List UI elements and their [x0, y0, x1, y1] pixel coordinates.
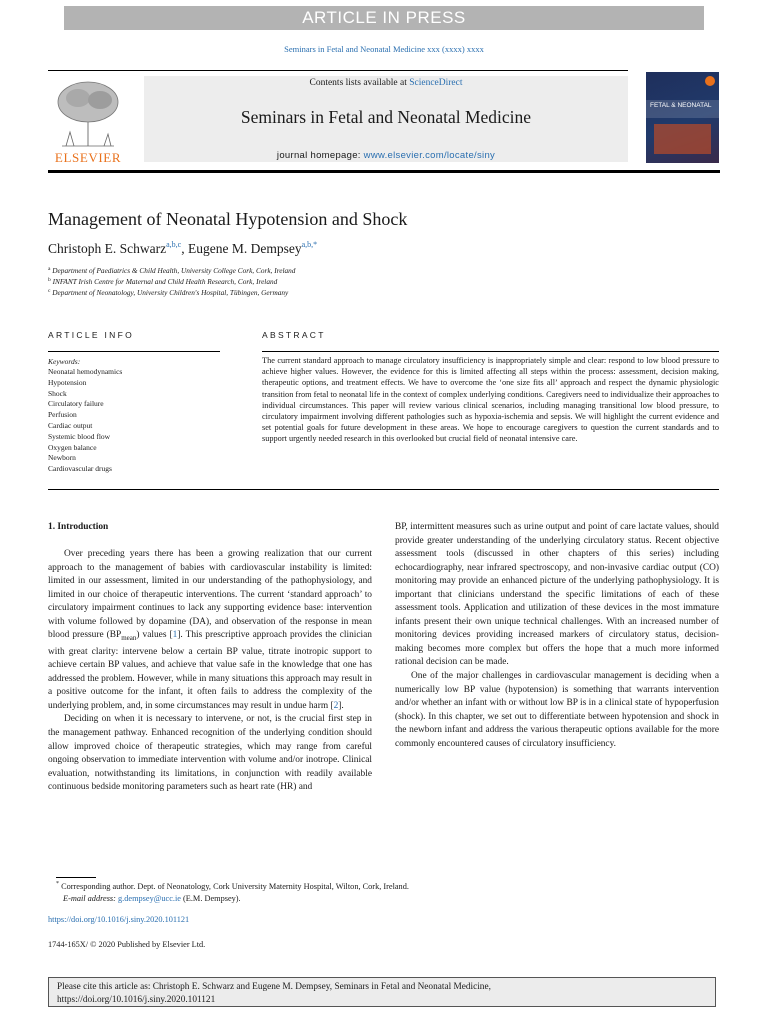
homepage-link[interactable]: www.elsevier.com/locate/siny — [363, 150, 496, 161]
paragraph-text: ]. This prescriptive approach provides the clinician with great clarity: intervene below a certain BP value, titrate inotropic support to achieve certain BP values, and achieve that value safe in the knowledge that one has addressed the problem. However, while in many situations this approach may result in a positive outcome for the infant, it often fails to address the complexity of the underlying problem, and, in some circumstances may result in undue harm [ — [48, 630, 372, 711]
author-affil-marks[interactable]: a,b,c — [166, 240, 182, 249]
reference-link[interactable]: 2 — [333, 700, 339, 711]
sciencedirect-link[interactable]: ScienceDirect — [409, 78, 463, 88]
email-footnote — [63, 894, 241, 903]
affiliation-mark: b — [48, 277, 51, 283]
author-separator: , — [181, 241, 188, 256]
keyword: Neonatal hemodynamics — [48, 367, 123, 376]
paragraph — [48, 548, 372, 713]
paragraph: Deciding on when it is necessary to intervene, or not, is the crucial first step in the management pathway. Enhanced recognition of the underlying condition should allow improved choice of therapeutic strategies, which may range from careful ongoing observation to immediate intervention with volume and/or inotrope. Clinical evaluation, notwithstanding its limitations, in conjunction with readily available continuous bedside monitoring parameters such as heart rate (HR) and — [48, 714, 372, 793]
article-info-heading: ARTICLE INFO — [48, 330, 135, 340]
email-suffix: (E.M. Dempsey). — [183, 894, 241, 903]
corresponding-footnote — [56, 881, 409, 891]
author-line — [48, 240, 317, 257]
left-column — [48, 548, 372, 795]
article-title: Management of Neonatal Hypotension and Shock — [48, 209, 408, 229]
author-name: Christoph E. Schwarz — [48, 241, 167, 256]
reference-link[interactable]: 1 — [172, 630, 178, 641]
keywords-list — [48, 367, 122, 475]
affiliation — [48, 288, 288, 297]
article-info-rule — [48, 351, 220, 352]
keywords-label: Keywords: — [48, 357, 81, 366]
abstract-rule — [262, 351, 719, 352]
journal-cover-thumbnail — [646, 72, 719, 163]
footnote-text: Corresponding author. Dept. of Neonatology, Cork University Maternity Hospital, Wilton, Cork, Ireland. — [61, 881, 409, 891]
journal-reference[interactable]: Seminars in Fetal and Neonatal Medicine xxx (xxxx) xxxx — [284, 44, 484, 54]
contents-line — [144, 78, 628, 88]
journal-header-box — [144, 76, 628, 162]
paragraph-text: ) values [ — [136, 630, 173, 641]
keyword: Cardiac output — [48, 420, 93, 430]
homepage-line — [144, 150, 628, 161]
email-link[interactable]: g.dempsey@ucc.ie — [118, 894, 181, 903]
keyword: Hypotension — [48, 377, 87, 387]
doi-link[interactable]: https://doi.org/10.1016/j.siny.2020.101121 — [48, 915, 190, 924]
keyword: Perfusion — [48, 410, 77, 420]
cover-badge-icon — [705, 76, 715, 86]
author-affil-marks[interactable]: a,b,* — [301, 240, 318, 249]
keyword: Cardiovascular drugs — [48, 464, 112, 474]
abstract-heading: ABSTRACT — [262, 330, 326, 340]
affiliation — [48, 266, 295, 275]
email-label: E-mail address: — [63, 894, 116, 903]
keyword: Oxygen balance — [48, 442, 97, 452]
footnote-rule — [56, 877, 96, 878]
paragraph-text: Over preceding years there has been a growing realization that our current approach to the management of babies with cardiovascular instability is limited: limited in our assessment, limited in our understanding of the pathophysiology, and limited in our choice of therapeutic interventions. The current ‘standard approach’ to circulatory impairment continues to lack any supporting evidence base: intervention with volume followed by dopamine (DA), and observation of the response in mean blood pressure (BP — [48, 549, 372, 641]
subscript: mean — [121, 634, 137, 643]
homepage-prefix: journal homepage: — [276, 150, 364, 161]
citation-line: Please cite this article as: Christoph E. Schwarz and Eugene M. Dempsey, Seminars in Fetal and Neonatal Medicine, — [57, 982, 491, 992]
abstract-bottom-rule — [48, 489, 719, 490]
header-bottom-rule — [48, 170, 720, 173]
paragraph: One of the major challenges in cardiovascular management is deciding when a numerically low BP value (hypotension) is something that warrants intervention and/or whether an infant with or without low BP is in a clinical state of hypoperfusion (shock). In this chapter, we set out to differentiate between hypotension and shock in the newborn infant and address the various therapeutic options available for the more commonly encountered causes of circulatory insufficiency. — [395, 671, 719, 749]
paragraph-text: ]. — [338, 700, 344, 711]
header-top-rule — [48, 70, 628, 71]
affiliation — [48, 277, 277, 286]
section-heading: 1. Introduction — [48, 522, 109, 532]
journal-title: Seminars in Fetal and Neonatal Medicine — [240, 107, 532, 127]
article-in-press-banner: ARTICLE IN PRESS — [64, 6, 704, 30]
keyword: Shock — [48, 388, 67, 398]
cover-title: FETAL & NEONATAL — [650, 102, 712, 109]
affiliation-mark: a — [48, 266, 51, 272]
citation-box — [48, 977, 716, 1007]
affiliation-text: INFANT Irish Centre for Maternal and Child Health Research, Cork, Ireland — [52, 277, 278, 286]
affiliation-mark: c — [48, 288, 51, 294]
paragraph: BP, intermittent measures such as urine output and point of care lactate values, should provide greater understanding of the underlying circulatory status. Recent objective assessment tools (discussed in other chapters of this series) including echocardiography, near infrared spectroscopy, and non-invasive cardiac output (CO) monitoring may provide an enhanced picture of the underlying pathophysiology. It is important that clinicians understand the specific limitations of each of these assessment tools. Application and utilization of these devices in the most immature infants present their own unique technical challenges. With an increased number of monitoring devices providing increased markers of circulatory status, decision-making becomes more complex but offers the hope that a much more informed rational decision can be made. — [395, 522, 719, 668]
keyword: Systemic blood flow — [48, 431, 111, 441]
contents-prefix: Contents lists available at — [309, 78, 410, 88]
abstract-text: The current standard approach to manage circulatory insufficiency is inappropriately simple and clear: respond to low blood pressure to achieve higher values. However, the evidence for this is limited affecting all steps within the process: assessment, decision making, therapeutic options, and treatment effects. We have to overcome the ‘one size fits all’ approach and respect the dynamic physiologic transition from fetal to neonatal life in the context of complex underlying conditions. Caregivers need to individualize their approaches to individual circumstances. This paper will review various clinical scenarios, including managing transitional low blood pressure, to circulatory impairment involving different pathologies such as hypoxia-ischemia and sepsis. We will highlight the current evidence and set potential goals for future development in these areas. We hope to encourage caregivers to question the current standards and to support urgently needed research in this overlooked but crucial field of neonatal intensive care. — [262, 356, 719, 444]
copyright-line: 1744-165X/ © 2020 Published by Elsevier Ltd. — [48, 940, 206, 949]
cover-image — [654, 124, 711, 154]
elsevier-wordmark: ELSEVIER — [54, 150, 122, 165]
right-column — [395, 521, 719, 751]
author-name: Eugene M. Dempsey — [187, 241, 302, 256]
affiliation-text: Department of Paediatrics & Child Health, University College Cork, Cork, Ireland — [52, 266, 296, 275]
footnote-mark: * — [56, 881, 59, 887]
keyword: Newborn — [48, 453, 76, 463]
citation-doi[interactable]: https://doi.org/10.1016/j.siny.2020.101121 — [57, 994, 216, 1005]
affiliation-text: Department of Neonatology, University Children's Hospital, Tübingen, Germany — [52, 288, 289, 297]
keyword: Circulatory failure — [48, 399, 104, 409]
